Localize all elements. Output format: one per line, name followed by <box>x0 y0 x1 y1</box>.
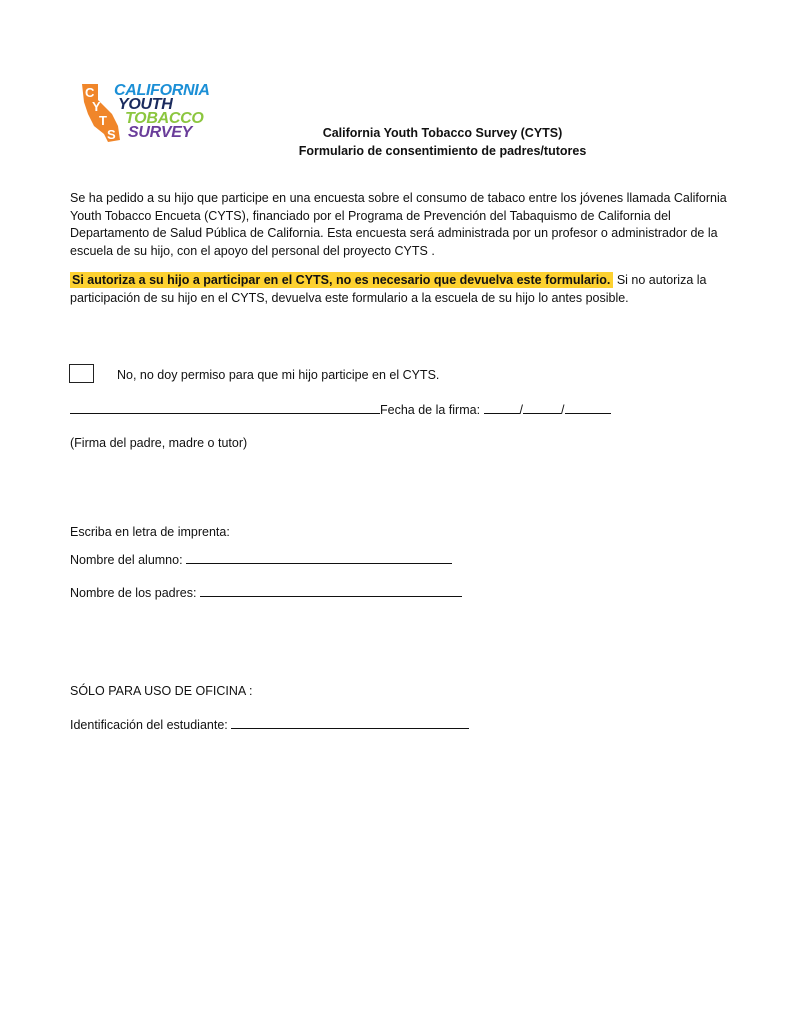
logo-word-survey: SURVEY <box>128 124 192 141</box>
logo-word-tobacco: TOBACCO <box>125 110 204 127</box>
notice-paragraph <box>70 272 730 307</box>
date-separator: / <box>519 403 524 417</box>
date-day-field[interactable] <box>523 401 561 414</box>
logo-word-youth: YOUTH <box>118 96 173 113</box>
signature-date-label: Fecha de la firma: <box>380 403 481 417</box>
parents-name-row <box>70 584 462 601</box>
signature-row <box>70 401 611 418</box>
date-month-field[interactable] <box>484 401 520 414</box>
logo-letter-c: C <box>85 85 95 100</box>
parents-name-field[interactable] <box>200 584 462 597</box>
print-heading: Escriba en letra de imprenta: <box>70 525 230 539</box>
logo-word-california: CALIFORNIA <box>114 82 210 99</box>
student-id-label: Identificación del estudiante: <box>70 718 228 732</box>
form-title: California Youth Tobacco Survey (CYTS) <box>322 126 563 140</box>
no-permission-label: No, no doy permiso para que mi hijo participe en el CYTS. <box>117 368 440 382</box>
notice-highlight: Si autoriza a su hijo a participar en el CYTS, no es necesario que devuelva este formulario. <box>70 272 613 288</box>
intro-paragraph: Se ha pedido a su hijo que participe en una encuesta sobre el consumo de tabaco entre los jóvenes llamada California Youth Tobacco Encueta (CYTS), financiado por el Programa de Prevención del Tabaquismo de California del Departamento de Salud Pública de California. Esta encuesta será administrada por un profesor o administrador de la escuela de su hijo, con el apoyo del personal del proyecto CYTS . <box>70 191 727 258</box>
parents-name-label: Nombre de los padres: <box>70 586 197 600</box>
office-use-heading: SÓLO PARA USO DE OFICINA : <box>70 684 253 698</box>
no-permission-checkbox[interactable] <box>69 364 94 383</box>
notice-rest: Si no autoriza la participación de su hijo en el CYTS, devuelva este formulario a la escuela de su hijo lo antes posible. <box>70 273 707 305</box>
student-id-row <box>70 716 469 733</box>
form-subtitle: Formulario de consentimiento de padres/tutores <box>298 144 587 158</box>
signature-caption: (Firma del padre, madre o tutor) <box>70 436 248 450</box>
signature-field[interactable] <box>70 401 380 414</box>
student-id-field[interactable] <box>231 716 469 729</box>
logo-letter-s: S <box>107 127 116 142</box>
student-name-field[interactable] <box>186 551 452 564</box>
student-name-row <box>70 551 452 568</box>
logo-letter-t: T <box>99 113 107 128</box>
date-separator: / <box>561 403 565 417</box>
date-year-field[interactable] <box>565 401 611 414</box>
logo-letter-y: Y <box>92 99 101 114</box>
student-name-label: Nombre del alumno: <box>70 553 183 567</box>
